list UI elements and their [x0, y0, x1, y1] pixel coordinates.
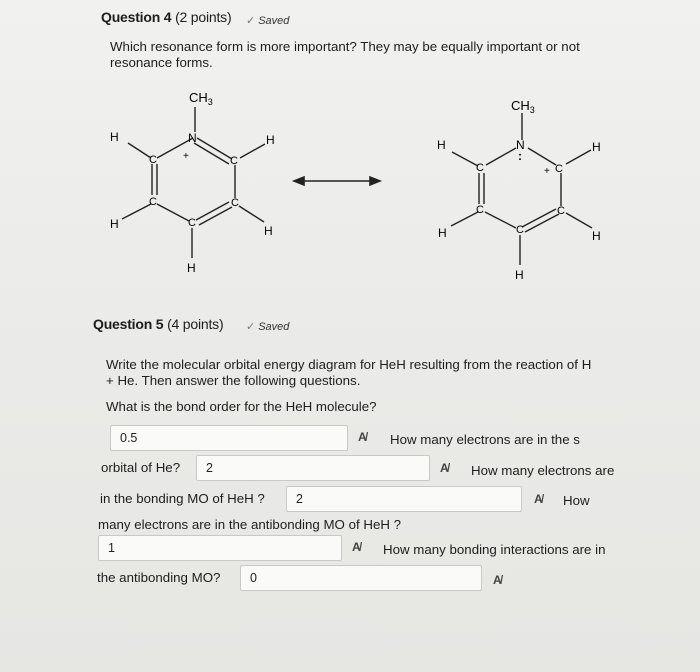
q5-electrons-bonding-question-b: in the bonding MO of HeH ? — [100, 491, 265, 506]
q4-header — [101, 9, 231, 25]
electrons-antibonding-answer-field[interactable]: 1 — [98, 535, 342, 561]
left-h2-label: H — [266, 133, 275, 147]
right-c4-atom: C — [557, 205, 565, 217]
left-c1-atom: C — [149, 154, 157, 166]
right-c3-h-bond — [451, 212, 478, 226]
left-c2-h-bond — [240, 144, 265, 158]
left-c4-h-bond — [239, 206, 264, 222]
q5-electrons-antibonding-question-a: How — [563, 493, 590, 508]
left-h3-label: H — [110, 217, 119, 231]
q4-points: (2 points) — [175, 9, 232, 25]
left-c2-atom: C — [230, 155, 238, 167]
spellcheck-icon[interactable]: A̸ — [440, 461, 449, 475]
right-h1-label: H — [437, 138, 446, 152]
q5-title: Question 5 — [93, 316, 164, 332]
q5-electrons-antibonding-question-b: many electrons are in the antibonding MO of HeH ? — [98, 517, 402, 532]
right-c2-h-bond — [566, 150, 591, 164]
electrons-bonding-answer-field[interactable]: 2 — [286, 486, 522, 512]
resonance-structures — [0, 80, 700, 310]
right-h2-label: H — [592, 140, 601, 154]
right-c2-atom: C — [555, 163, 563, 175]
left-c3-h-bond — [122, 204, 151, 219]
left-c4-atom: C — [231, 197, 239, 209]
q4-saved-status — [246, 14, 289, 27]
q5-saved-label: Saved — [258, 321, 290, 333]
resonance-arrow — [294, 177, 380, 185]
q4-prompt-line1: Which resonance form is more important? They may be equally important or not — [110, 39, 580, 54]
right-c3-atom: C — [476, 204, 484, 216]
left-c5-atom: C — [188, 217, 196, 229]
q4-saved-label: Saved — [258, 15, 290, 27]
right-h-c1-bond — [452, 152, 478, 166]
spellcheck-icon[interactable]: A̸ — [493, 573, 502, 587]
right-n-c2-bond — [528, 148, 556, 165]
q5-electrons-s-orbital-question-a: How many electrons are in the s — [390, 432, 580, 447]
left-ch3-label: $CH_3$ — [189, 90, 213, 107]
check-icon: ✓ — [246, 15, 256, 27]
q5-intro-line1: Write the molecular orbital energy diagram for HeH resulting from the reaction of H — [106, 357, 592, 372]
right-n-atom: N — [516, 138, 525, 152]
left-c3-c5-bond — [157, 204, 189, 221]
q5-header — [93, 316, 223, 332]
bonding-interactions-answer-field[interactable]: 0 — [240, 565, 482, 591]
q5-bonding-interactions-question-b: the antibonding MO? — [97, 570, 221, 585]
right-n-lone-pair: : — [518, 149, 522, 163]
q4-prompt-line2: resonance forms. — [110, 55, 213, 70]
bond-order-answer-field[interactable]: 0.5 — [110, 425, 348, 451]
left-h5-label: H — [187, 261, 196, 275]
left-c3-atom: C — [149, 196, 157, 208]
q4-title: Question 4 — [101, 9, 172, 25]
right-c5-atom: C — [516, 224, 524, 236]
q5-intro-line2: + He. Then answer the following questions. — [106, 373, 361, 388]
right-h4-label: H — [592, 229, 601, 243]
spellcheck-icon[interactable]: A̸ — [358, 430, 367, 444]
check-icon: ✓ — [246, 321, 256, 333]
left-h4-label: H — [264, 224, 273, 238]
spellcheck-icon[interactable]: A̸ — [352, 540, 361, 554]
left-n-plus-charge: + — [183, 151, 189, 162]
spellcheck-icon[interactable]: A̸ — [534, 492, 543, 506]
left-n-atom: N — [188, 131, 197, 145]
q5-saved-status — [246, 320, 289, 333]
right-c4-h-bond — [566, 213, 592, 228]
q5-points: (4 points) — [167, 316, 224, 332]
right-ch3-label: $CH_3$ — [511, 98, 535, 115]
right-c3-c5-bond — [485, 212, 516, 228]
electrons-s-orbital-answer-field[interactable]: 2 — [196, 455, 430, 481]
right-c2-plus-charge: + — [544, 166, 550, 177]
right-n-c1-bond — [486, 148, 516, 165]
q5-bond-order-question: What is the bond order for the HeH molecule? — [106, 399, 377, 414]
right-h5-label: H — [515, 268, 524, 282]
q5-electrons-s-orbital-question-b: orbital of He? — [101, 460, 181, 475]
left-h-c1-bond — [128, 143, 151, 158]
q5-electrons-bonding-question-a: How many electrons are — [471, 463, 615, 478]
q5-bonding-interactions-question-a: How many bonding interactions are in — [383, 542, 606, 557]
right-c1-atom: C — [476, 162, 484, 174]
right-h3-label: H — [438, 226, 447, 240]
left-h1-label: H — [110, 130, 119, 144]
